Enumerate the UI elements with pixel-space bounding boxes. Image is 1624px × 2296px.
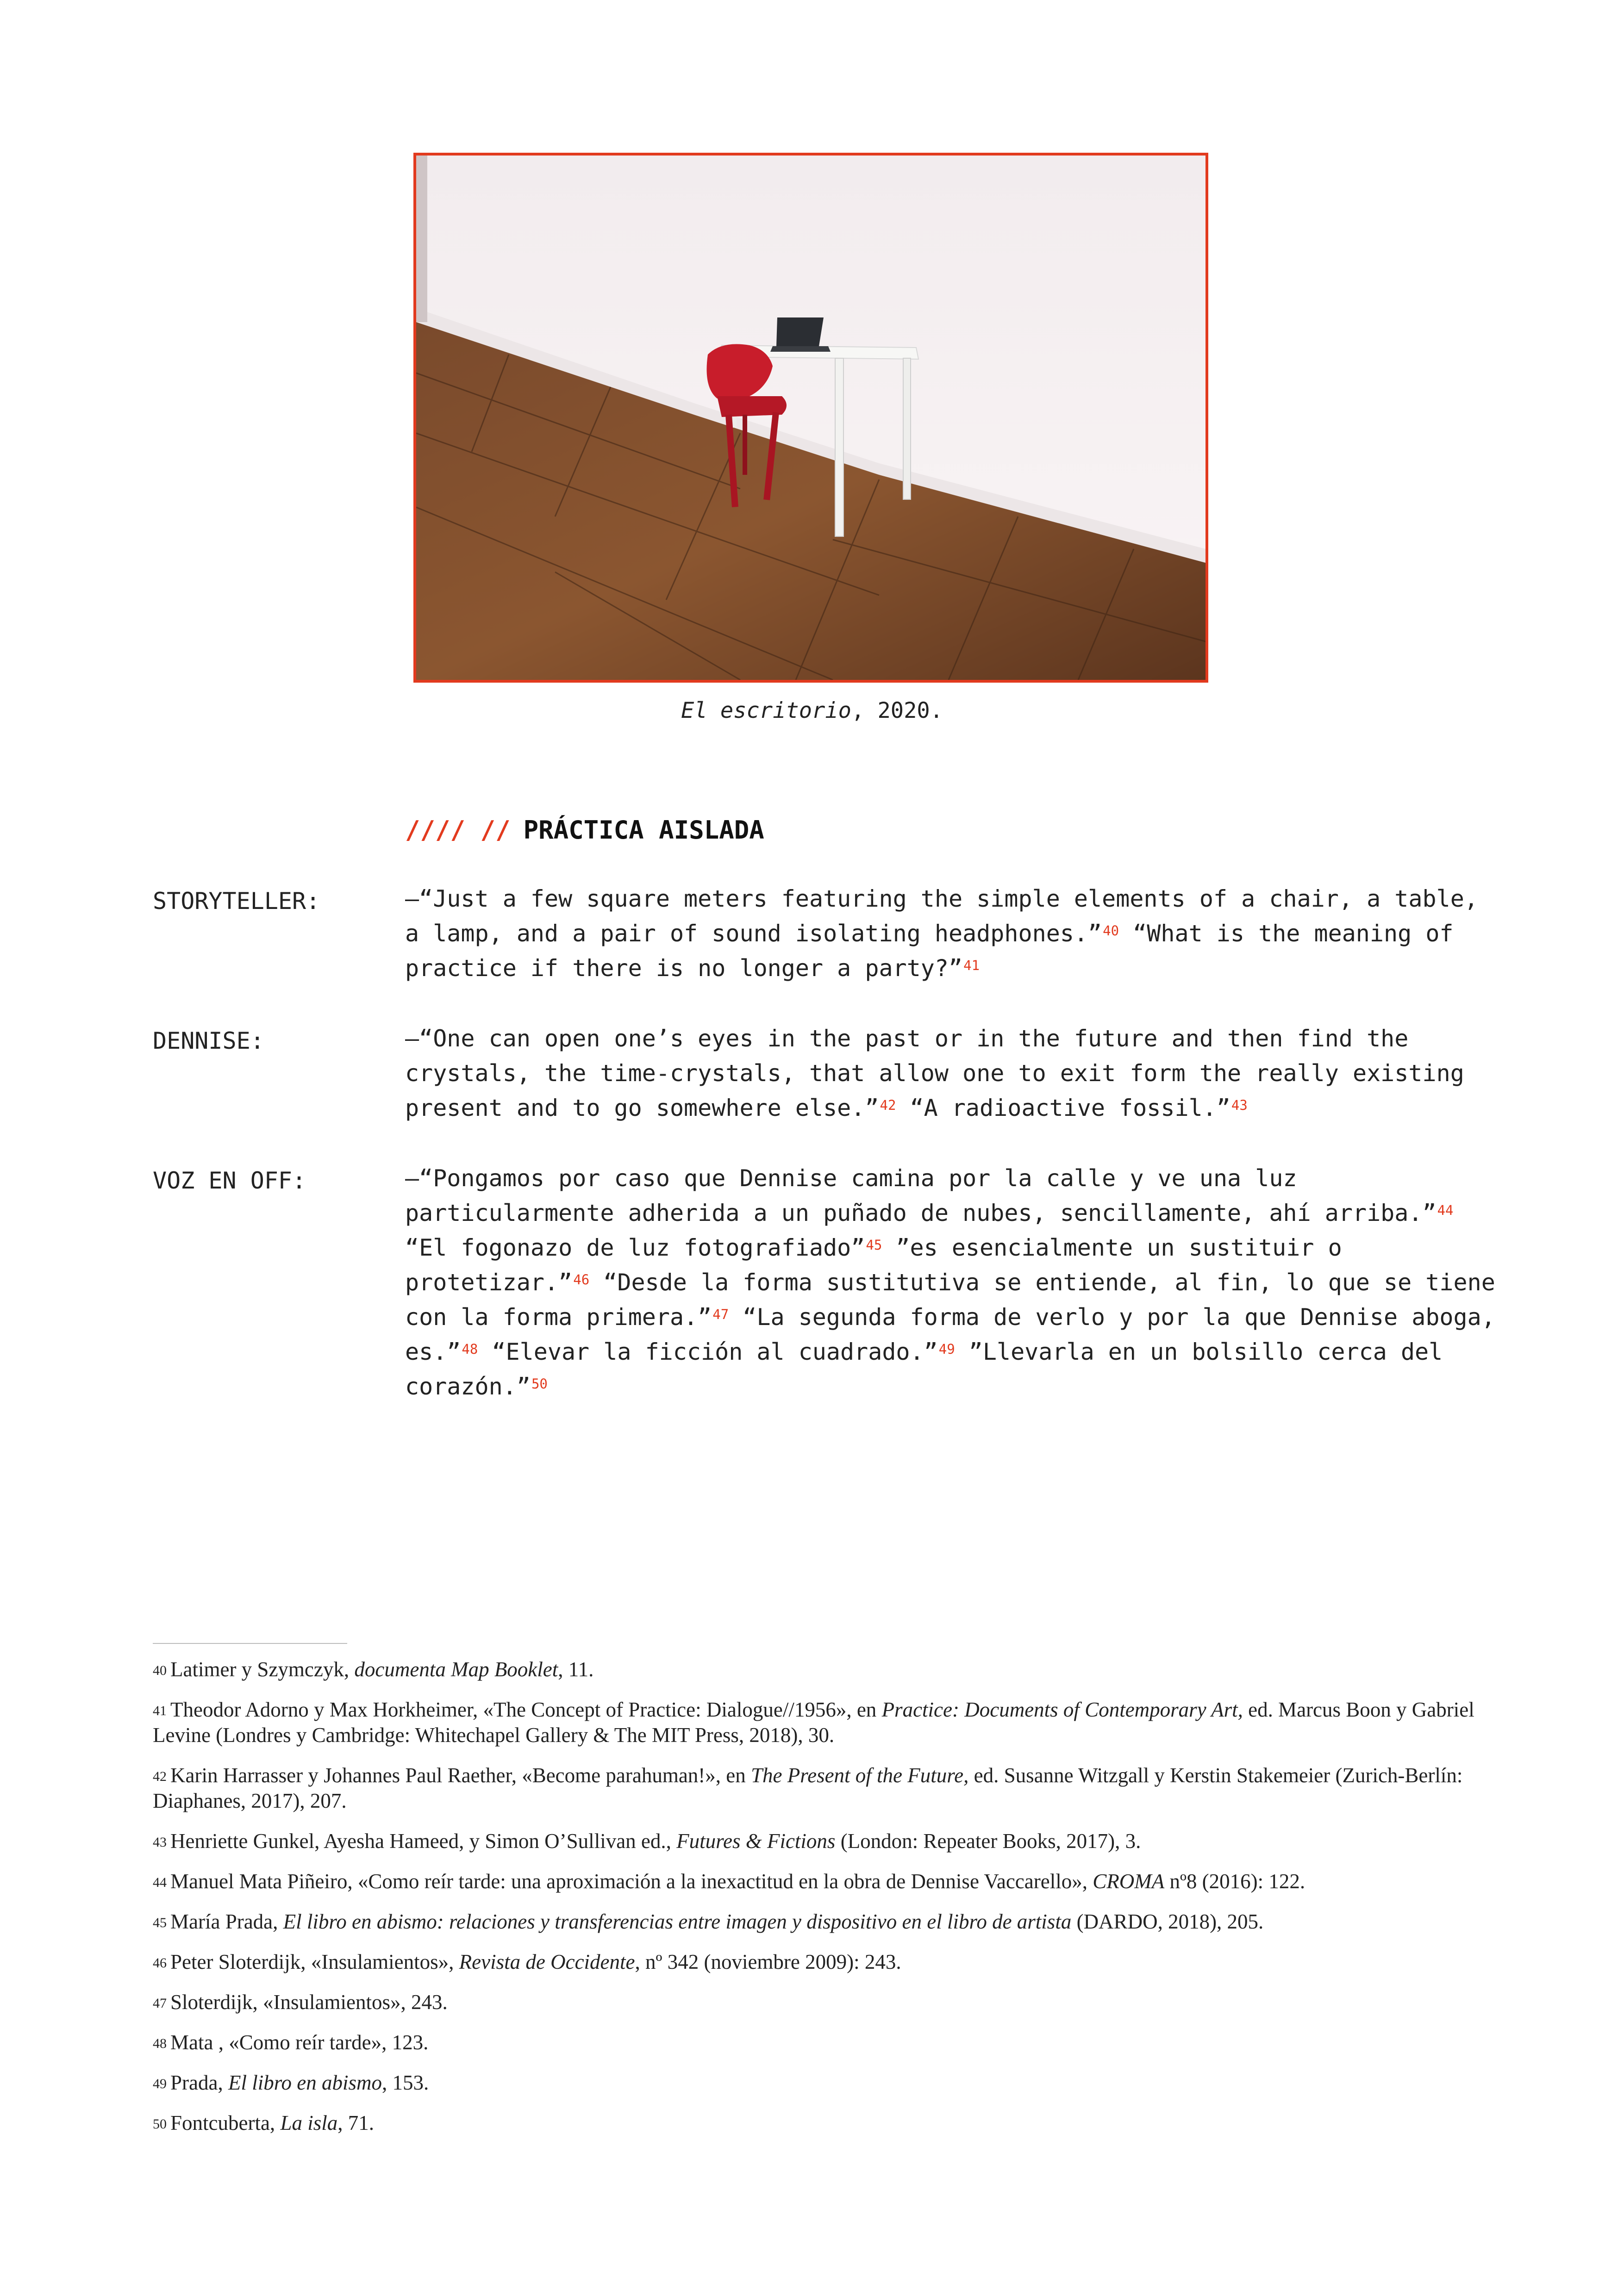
footnote-text: , 11. — [558, 1658, 594, 1681]
dialogue-segment: —“Pongamos por caso que Dennise camina por la calle y ve una luz particularmente adherida a un puñado de nubes, sencillamente, ahí arriba.” — [405, 1165, 1437, 1226]
footnote-text: Theodor Adorno y Max Horkheimer, «The Concept of Practice: Dialogue//1956», en — [170, 1698, 882, 1721]
footnote-text: Latimer y Szymczyk, — [170, 1658, 355, 1681]
dialogue-segment: “A radioactive fossil.” — [896, 1095, 1230, 1121]
footnote-number: 47 — [153, 1996, 167, 2011]
footnote-number: 48 — [153, 2036, 167, 2051]
footnote-number: 43 — [153, 1835, 167, 1850]
footnote-number: 50 — [153, 2116, 167, 2132]
speaker-label: STORYTELLER: — [153, 888, 320, 915]
footnote — [153, 2030, 1486, 2055]
desk-miniature-photo — [416, 156, 1206, 680]
footnote-text: Henriette Gunkel, Ayesha Hameed, y Simon O’Sullivan ed., — [170, 1829, 677, 1853]
footnote-text: ed. Marcus Boon y Gabriel Levine (Londres y Cambridge: Whitechapel Gallery & The MIT Press, 2018), 30. — [153, 1698, 1474, 1747]
dialogue-text — [405, 882, 1498, 986]
footnote-ref[interactable]: 45 — [866, 1237, 882, 1253]
footnote — [153, 1763, 1486, 1814]
footnote-ref[interactable]: 47 — [712, 1307, 729, 1322]
footnote — [153, 2110, 1486, 2136]
footnote-ref[interactable]: 41 — [963, 958, 980, 973]
footnote-text: , 71. — [337, 2111, 374, 2134]
figure-caption — [0, 698, 1624, 723]
footnote-text: Fontcuberta, — [170, 2111, 281, 2134]
footnote-title: Revista de Occidente — [459, 1950, 635, 1973]
footnote-title: The Present of the Future, — [751, 1764, 969, 1787]
footnote-ref[interactable]: 46 — [573, 1272, 590, 1288]
footnotes-list — [153, 1657, 1486, 2151]
footnote-text: , nº 342 (noviembre 2009): 243. — [635, 1950, 901, 1973]
footnote-number: 41 — [153, 1703, 167, 1718]
footnote-title: CROMA — [1093, 1870, 1165, 1893]
figure-photo — [413, 153, 1208, 683]
footnote-number: 40 — [153, 1663, 167, 1678]
footnote-title: Practice: Documents of Contemporary Art, — [881, 1698, 1243, 1721]
footnote — [153, 1990, 1486, 2015]
footnote-text: Peter Sloterdijk, «Insulamientos», — [170, 1950, 459, 1973]
speaker-label: VOZ EN OFF: — [153, 1167, 306, 1194]
caption-rest: , 2020. — [851, 698, 943, 723]
footnote-ref[interactable]: 49 — [938, 1341, 955, 1357]
footnote-number: 46 — [153, 1955, 167, 1971]
footnote — [153, 1909, 1486, 1935]
footnote-ref[interactable]: 40 — [1103, 923, 1119, 939]
section-heading — [405, 815, 764, 845]
dialogue-segment: ”es esencialmente un sustituir o protetizar.” — [405, 1234, 1356, 1296]
footnote-text: Prada, — [170, 2071, 228, 2094]
footnote — [153, 2070, 1486, 2096]
footnote-text: Manuel Mata Piñeiro, «Como reír tarde: una aproximación a la inexactitud en la obra de Dennise Vaccarello», — [170, 1870, 1093, 1893]
dialogue-segment: “El fogonazo de luz fotografiado” — [405, 1200, 1468, 1261]
footnote-text: María Prada, — [170, 1910, 283, 1933]
footnote-text: nº8 (2016): 122. — [1164, 1870, 1305, 1893]
footnote-ref[interactable]: 48 — [462, 1341, 478, 1357]
footnote — [153, 1697, 1486, 1748]
speaker-label: DENNISE: — [153, 1027, 264, 1054]
dialogue-text — [405, 1161, 1509, 1404]
dialogue-segment: —“One can open one’s eyes in the past or in the future and then find the crystals, the time-crystals, that allow one to exit form the really existing present and to go somewhere else.” — [405, 1025, 1478, 1121]
footnote-number: 42 — [153, 1769, 167, 1784]
footnote-text: Sloterdijk, «Insulamientos», 243. — [170, 1991, 448, 2014]
dialogue-segment: ”Llevarla en un bolsillo cerca del corazón.” — [405, 1338, 1457, 1400]
footnote-ref[interactable]: 42 — [880, 1097, 896, 1113]
footnote-title: Futures & Fictions — [676, 1829, 836, 1853]
heading-title: PRÁCTICA AISLADA — [523, 815, 764, 845]
footnote — [153, 1869, 1486, 1894]
footnote — [153, 1829, 1486, 1854]
footnote-ref[interactable]: 43 — [1231, 1097, 1248, 1113]
footnote-text: Karin Harrasser y Johannes Paul Raether, «Become parahuman!», en — [170, 1764, 751, 1787]
heading-slashes: //// // — [405, 815, 511, 845]
footnote-ref[interactable]: 50 — [531, 1376, 548, 1392]
dialogue-segment: “Elevar la ficción al cuadrado.” — [478, 1338, 938, 1365]
footnote-text: , 153. — [382, 2071, 429, 2094]
footnote-text: (DARDO, 2018), 205. — [1071, 1910, 1264, 1933]
footnote-title: documenta Map Booklet — [354, 1658, 558, 1681]
footnote-text: (London: Repeater Books, 2017), 3. — [835, 1829, 1141, 1853]
footnote-title: El libro en abismo — [228, 2071, 382, 2094]
footnote-title: La isla — [280, 2111, 338, 2134]
footnote-text: ed. Susanne Witzgall y Kerstin Stakemeier (Zurich-Berlín: Diaphanes, 2017), 207. — [153, 1764, 1463, 1812]
dialogue-segment: “Desde la forma sustitutiva se entiende, al fin, lo que se tiene con la forma primera.” — [405, 1269, 1509, 1331]
footnote — [153, 1657, 1486, 1682]
footnote-text: Mata , «Como reír tarde», 123. — [170, 2031, 429, 2054]
footnote-ref[interactable]: 44 — [1437, 1202, 1454, 1218]
dialogue-segment: —“Just a few square meters featuring the simple elements of a chair, a table, a lamp, and a pair of sound isolating headphones.” — [405, 885, 1493, 947]
footnote-divider — [153, 1643, 347, 1644]
footnote-number: 44 — [153, 1875, 167, 1890]
dialogue-segment: “La segunda forma de verlo y por la que Dennise aboga, es.” — [405, 1304, 1509, 1365]
caption-title: El escritorio — [681, 698, 851, 723]
footnote — [153, 1949, 1486, 1975]
dialogue-segment: “What is the meaning of practice if there is no longer a party?” — [405, 920, 1468, 982]
dialogue-text — [405, 1021, 1498, 1126]
footnote-number: 45 — [153, 1915, 167, 1930]
footnote-number: 49 — [153, 2076, 167, 2091]
footnote-title: El libro en abismo: relaciones y transferencias entre imagen y dispositivo en el libro de artista — [283, 1910, 1072, 1933]
